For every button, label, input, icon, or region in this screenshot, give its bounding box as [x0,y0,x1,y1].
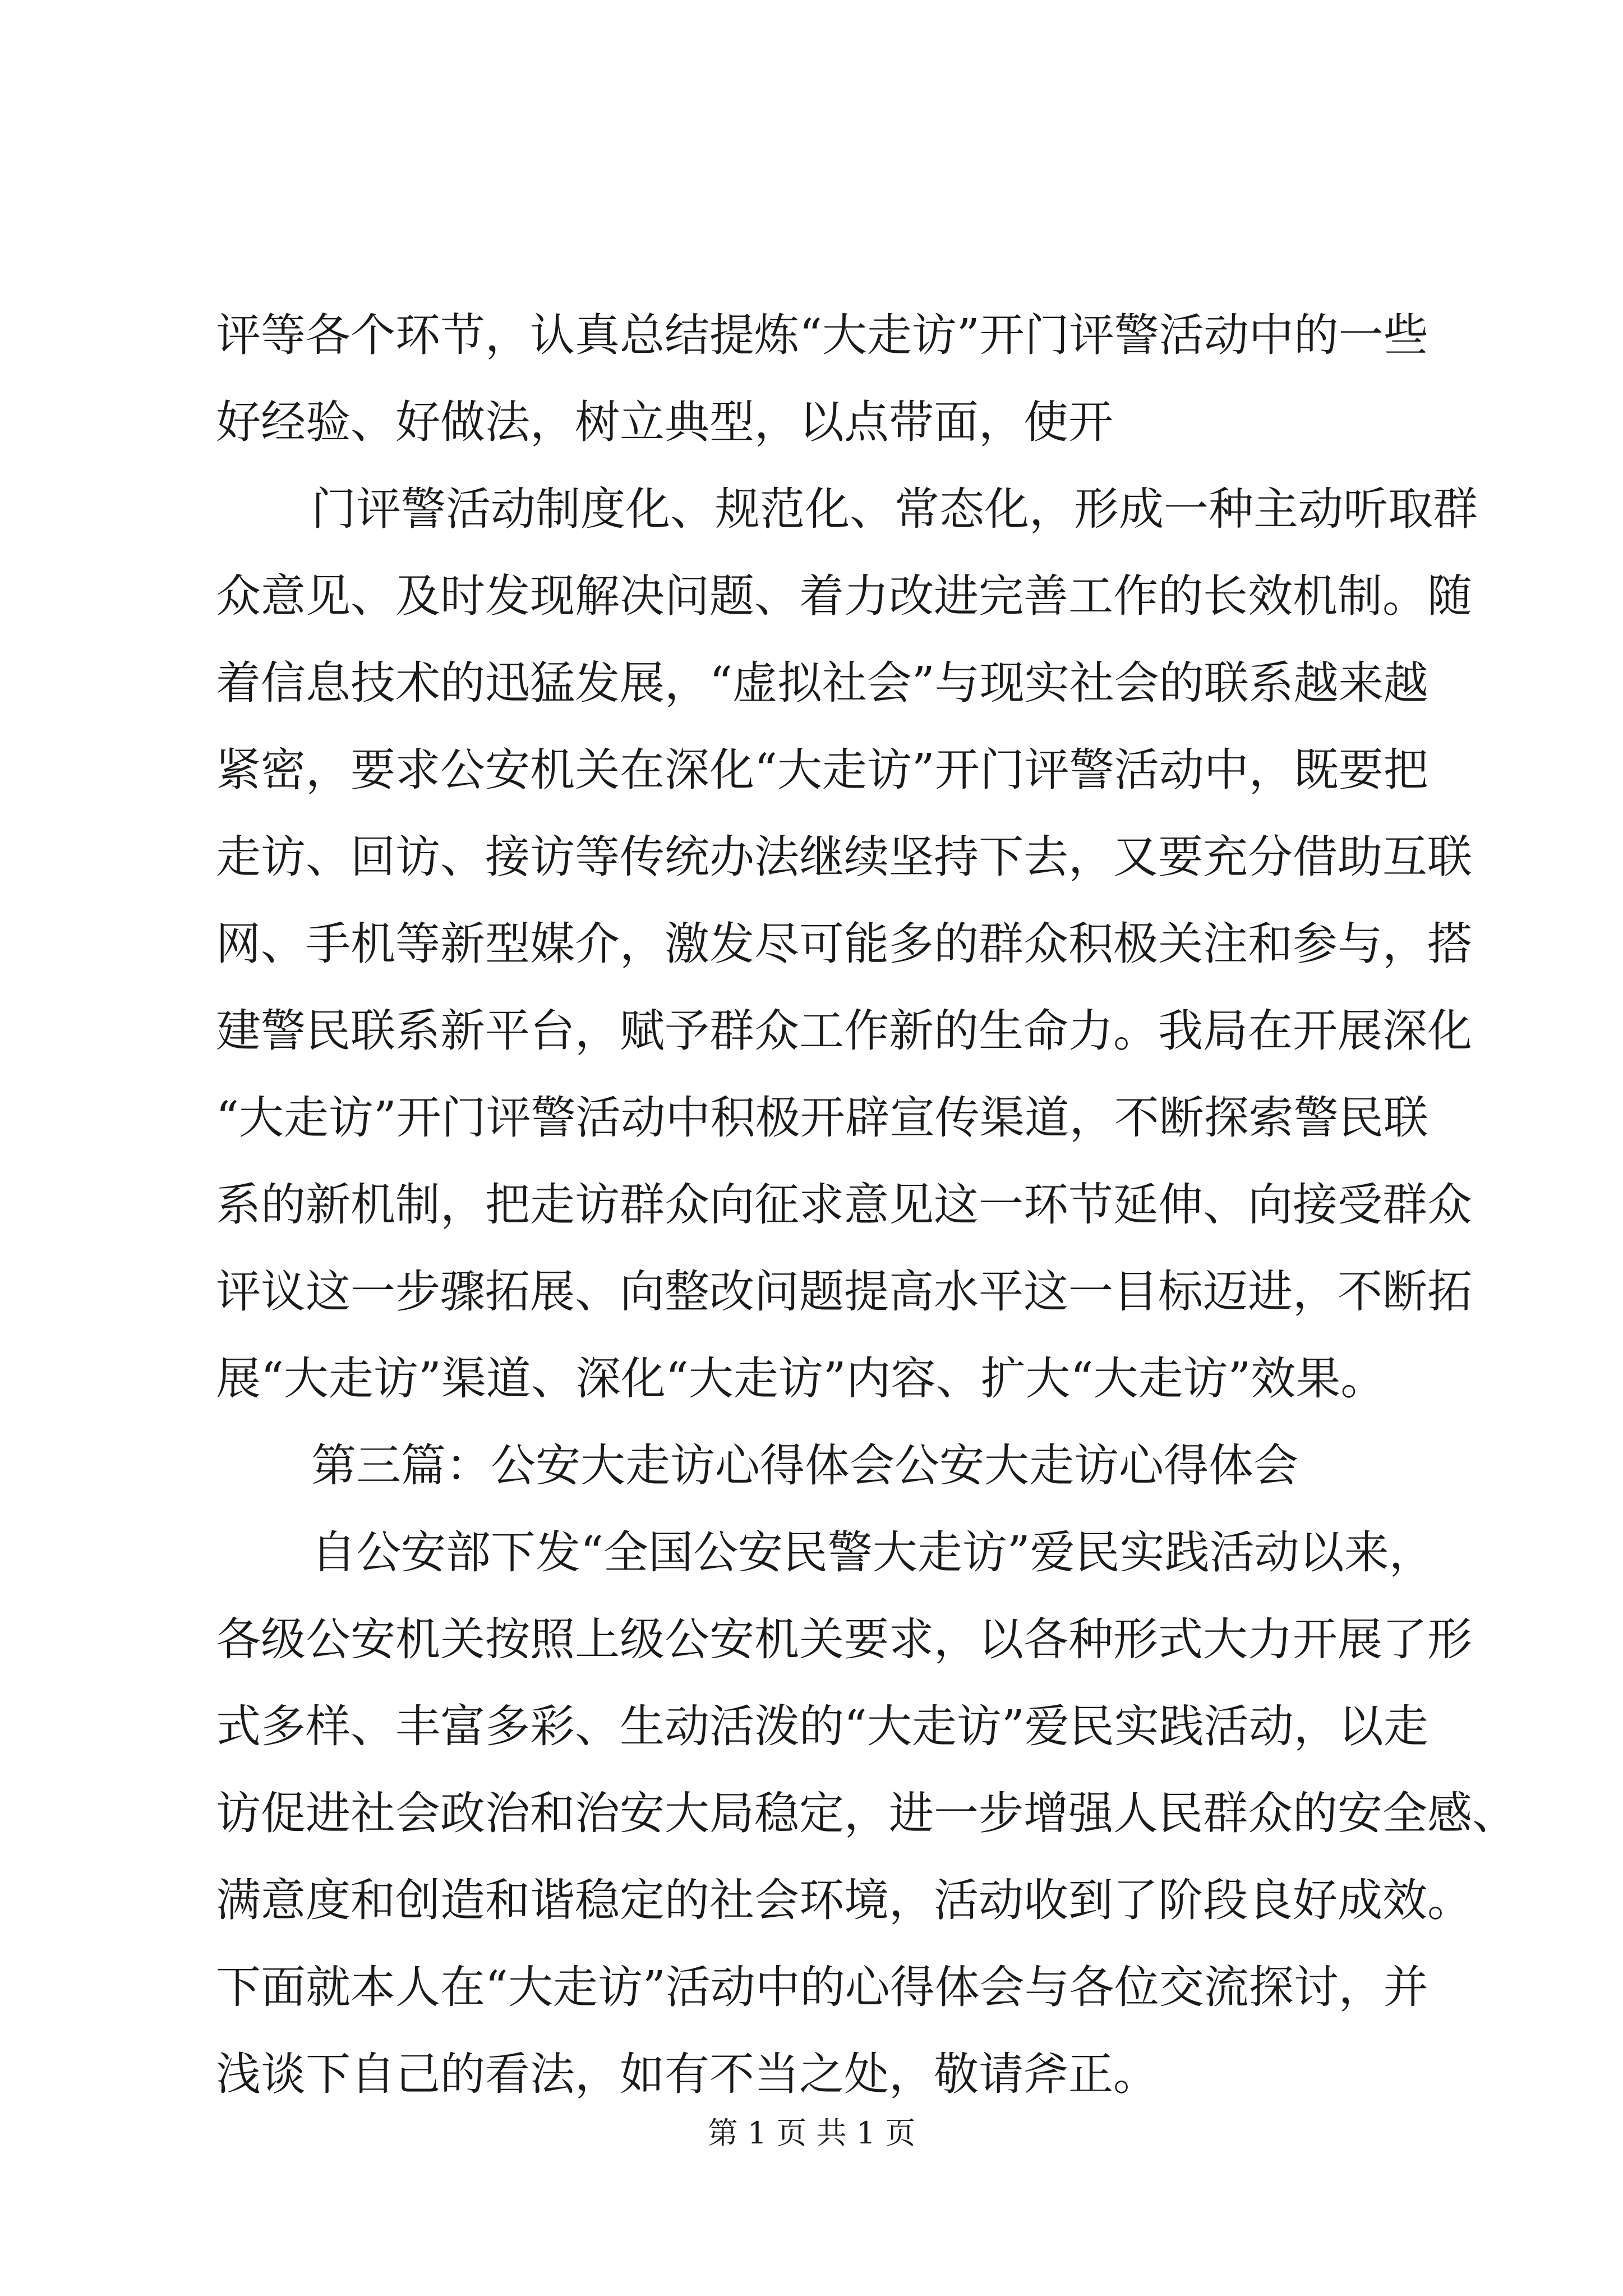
text-line: 满意度和创造和谐稳定的社会环境，活动收到了阶段良好成效。 [216,1874,1472,1926]
section-heading: 第三篇：公安大走访心得体会公安大走访心得体会 [311,1439,1298,1492]
page-number-footer: 第 1 页 共 1 页 [707,2115,916,2151]
text-line: 评等各个环节，认真总结提炼“大走访”开门评警活动中的一些 [216,309,1428,361]
text-line: 评议这一步骤拓展、向整改问题提高水平这一目标迈进，不断拓 [216,1266,1472,1318]
paragraph-start-line: 门评警活动制度化、规范化、常态化，形成一种主动听取群 [311,483,1478,535]
text-line: 网、手机等新型媒介，激发尽可能多的群众积极关注和参与，搭 [216,918,1472,970]
text-line: 访促进社会政治和治安大局稳定，进一步增强人民群众的安全感、 [216,1787,1517,1839]
document-body [216,292,1517,2118]
text-line: 紧密，要求公安机关在深化“大走访”开门评警活动中，既要把 [216,744,1428,796]
text-line: 式多样、丰富多彩、生动活泼的“大走访”爱民实践活动，以走 [216,1700,1428,1752]
text-line: 系的新机制，把走访群众向征求意见这一环节延伸、向接受群众 [216,1179,1472,1231]
paragraph-start-line: 自公安部下发“全国公安民警大走访”爱民实践活动以来， [311,1526,1434,1579]
text-line: 各级公安机关按照上级公安机关要求，以各种形式大力开展了形 [216,1613,1472,1665]
text-line: 展“大走访”渠道、深化“大走访”内容、扩大“大走访”效果。 [216,1352,1386,1405]
text-line: 下面就本人在“大走访”活动中的心得体会与各位交流探讨，并 [216,1961,1428,2013]
text-line: 众意见、及时发现解决问题、着力改进完善工作的长效机制。随 [216,570,1472,622]
text-line: “大走访”开门评警活动中积极开辟宣传渠道，不断探索警民联 [216,1092,1428,1144]
text-line: 好经验、好做法，树立典型，以点带面，使开 [216,396,1113,448]
text-line: 走访、回访、接访等传统办法继续坚持下去，又要充分借助互联 [216,831,1472,883]
text-line: 着信息技术的迅猛发展，“虚拟社会”与现实社会的联系越来越 [216,657,1428,709]
text-line: 建警民联系新平台，赋予群众工作新的生命力。我局在开展深化 [216,1005,1472,1057]
text-line: 浅谈下自己的看法，如有不当之处，敬请斧正。 [216,2048,1158,2100]
